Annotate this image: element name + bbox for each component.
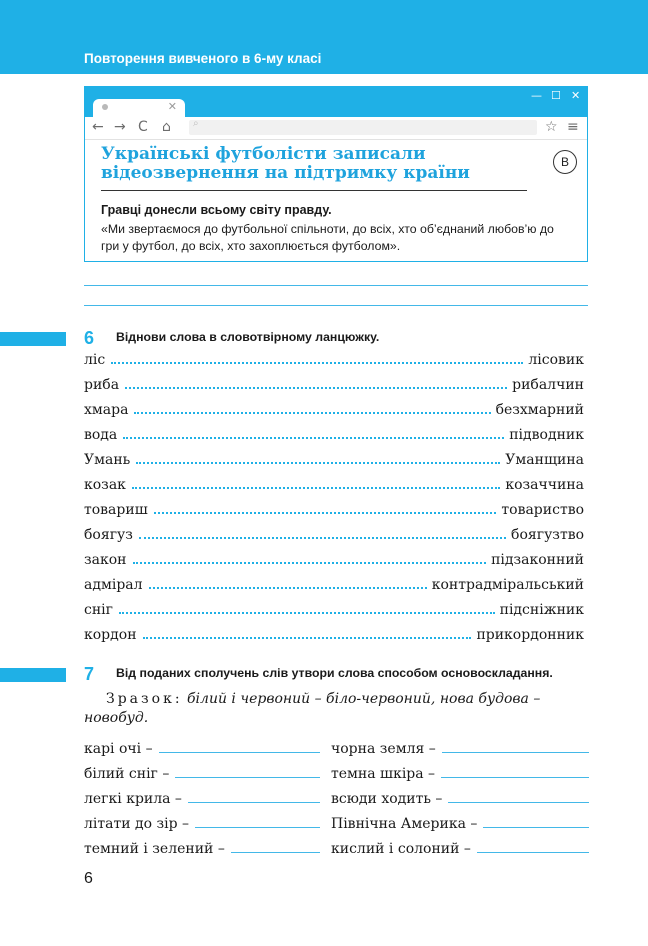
tab-favicon-icon <box>102 104 108 110</box>
word-combination: кислий і солоний – <box>331 841 471 857</box>
answer-blank[interactable] <box>188 788 320 803</box>
answer-line[interactable] <box>84 305 588 306</box>
chain-blank[interactable] <box>132 477 500 489</box>
address-bar[interactable] <box>189 120 537 135</box>
answer-blank[interactable] <box>231 838 320 853</box>
news-lead: Гравці донесли всьому світу правду. <box>101 203 332 217</box>
exercise-task: Від поданих сполучень слів утвори слова способом основоскладання. <box>116 666 553 680</box>
exercise-number: 7 <box>84 664 95 684</box>
chain-end-word: підсніжник <box>499 602 584 618</box>
chain-end-word: підводник <box>509 427 584 443</box>
chain-end-word: прикордонник <box>476 627 584 643</box>
chain-start-word: товариш <box>84 502 148 518</box>
chain-row <box>84 502 584 522</box>
minimize-icon[interactable]: — <box>531 89 542 102</box>
search-icon: ⌕ <box>193 118 199 129</box>
word-combination: всюди ходить – <box>331 791 443 807</box>
exercise-number: 6 <box>84 328 95 348</box>
chain-blank[interactable] <box>143 627 472 639</box>
chain-start-word: козак <box>84 477 126 493</box>
chain-blank[interactable] <box>119 602 495 614</box>
chain-row <box>84 552 584 572</box>
chain-start-word: риба <box>84 377 120 393</box>
close-window-icon[interactable]: ✕ <box>571 89 581 102</box>
word-pair-left <box>84 738 320 758</box>
chain-start-word: сніг <box>84 602 113 618</box>
chain-row <box>84 452 584 472</box>
word-pair-left <box>84 763 320 783</box>
browser-tab[interactable] <box>93 99 185 117</box>
answer-blank[interactable] <box>442 738 589 753</box>
chain-row <box>84 427 584 447</box>
chain-end-word: Уманщина <box>505 452 584 468</box>
chain-start-word: хмара <box>84 402 129 418</box>
chain-row <box>84 402 584 422</box>
word-pair-right <box>331 738 589 758</box>
word-combination: літати до зір – <box>84 816 190 832</box>
chain-start-word: вода <box>84 427 118 443</box>
chain-blank[interactable] <box>136 452 500 464</box>
word-combination: легкі крила – <box>84 791 182 807</box>
sample-label: Зразок: <box>106 691 183 707</box>
sample-example: білий і червоний – біло-червоний, нова будова – новобуд. <box>84 691 541 726</box>
word-pair-right <box>331 788 589 808</box>
sample-text <box>84 690 588 728</box>
chain-row <box>84 602 584 622</box>
chain-blank[interactable] <box>125 377 507 389</box>
reload-icon[interactable]: C <box>138 119 148 135</box>
chain-blank[interactable] <box>154 502 497 514</box>
word-combination: темний і зелений – <box>84 841 225 857</box>
chain-start-word: кордон <box>84 627 137 643</box>
word-pair-right <box>331 763 589 783</box>
page-number: 6 <box>84 870 93 887</box>
chain-blank[interactable] <box>134 402 490 414</box>
word-pair-right <box>331 813 589 833</box>
chain-blank[interactable] <box>149 577 427 589</box>
chain-row <box>84 627 584 647</box>
chain-row <box>84 477 584 497</box>
chain-end-word: підзаконний <box>491 552 584 568</box>
word-combination: білий сніг – <box>84 766 170 782</box>
source-badge: В <box>553 150 577 174</box>
chain-end-word: козаччина <box>505 477 584 493</box>
browser-titlebar <box>85 87 587 117</box>
section-title: Повторення вивченого в 6-му класі <box>84 51 322 66</box>
news-headline: Українські футболісти записали відеозвернення на підтримку країни <box>101 144 470 183</box>
chain-blank[interactable] <box>139 527 506 539</box>
chain-blank[interactable] <box>133 552 487 564</box>
chain-end-word: контрадміральський <box>431 577 584 593</box>
exercise-marker <box>0 332 66 346</box>
forward-arrow-icon[interactable]: → <box>114 119 126 135</box>
star-icon[interactable]: ☆ <box>545 119 558 135</box>
word-pair-right <box>331 838 589 858</box>
word-pair-left <box>84 838 320 858</box>
news-quote: «Ми звертаємося до футбольної спільноти, до всіх, хто об’єднаний любов’ю до гри у футбол, до всіх, хто захоплюється футболом». <box>101 222 554 253</box>
answer-line[interactable] <box>84 285 588 286</box>
word-pair-left <box>84 788 320 808</box>
chain-start-word: боягуз <box>84 527 133 543</box>
word-combination: карі очі – <box>84 741 153 757</box>
chain-end-word: безхмарний <box>495 402 584 418</box>
word-combination: Північна Америка – <box>331 816 478 832</box>
answer-blank[interactable] <box>477 838 589 853</box>
chain-row <box>84 352 584 372</box>
chain-end-word: лісовик <box>528 352 584 368</box>
chain-start-word: ліс <box>84 352 106 368</box>
answer-blank[interactable] <box>483 813 589 828</box>
headline-divider <box>101 190 527 191</box>
word-pair-left <box>84 813 320 833</box>
answer-blank[interactable] <box>175 763 320 778</box>
chain-start-word: адмірал <box>84 577 143 593</box>
chain-end-word: боягузтво <box>511 527 584 543</box>
menu-icon[interactable]: ≡ <box>567 119 579 135</box>
chain-blank[interactable] <box>123 427 504 439</box>
maximize-icon[interactable]: ☐ <box>551 89 561 102</box>
chain-row <box>84 377 584 397</box>
word-combination: чорна земля – <box>331 741 436 757</box>
answer-blank[interactable] <box>195 813 320 828</box>
chain-start-word: Умань <box>84 452 131 468</box>
chain-end-word: товариство <box>501 502 584 518</box>
home-icon[interactable]: ⌂ <box>162 119 171 135</box>
answer-blank[interactable] <box>448 788 589 803</box>
browser-window <box>84 86 588 262</box>
tab-close-icon[interactable]: ✕ <box>167 100 177 113</box>
answer-blank[interactable] <box>159 738 320 753</box>
chain-blank[interactable] <box>111 352 523 364</box>
exercise-marker <box>0 668 66 682</box>
chain-row <box>84 577 584 597</box>
exercise-task: Віднови слова в словотвірному ланцюжку. <box>116 330 380 344</box>
answer-blank[interactable] <box>441 763 589 778</box>
back-arrow-icon[interactable]: ← <box>92 119 104 135</box>
chain-start-word: закон <box>84 552 127 568</box>
word-combination: темна шкіра – <box>331 766 436 782</box>
chain-end-word: рибалчин <box>512 377 584 393</box>
chain-row <box>84 527 584 547</box>
browser-toolbar <box>85 117 587 140</box>
